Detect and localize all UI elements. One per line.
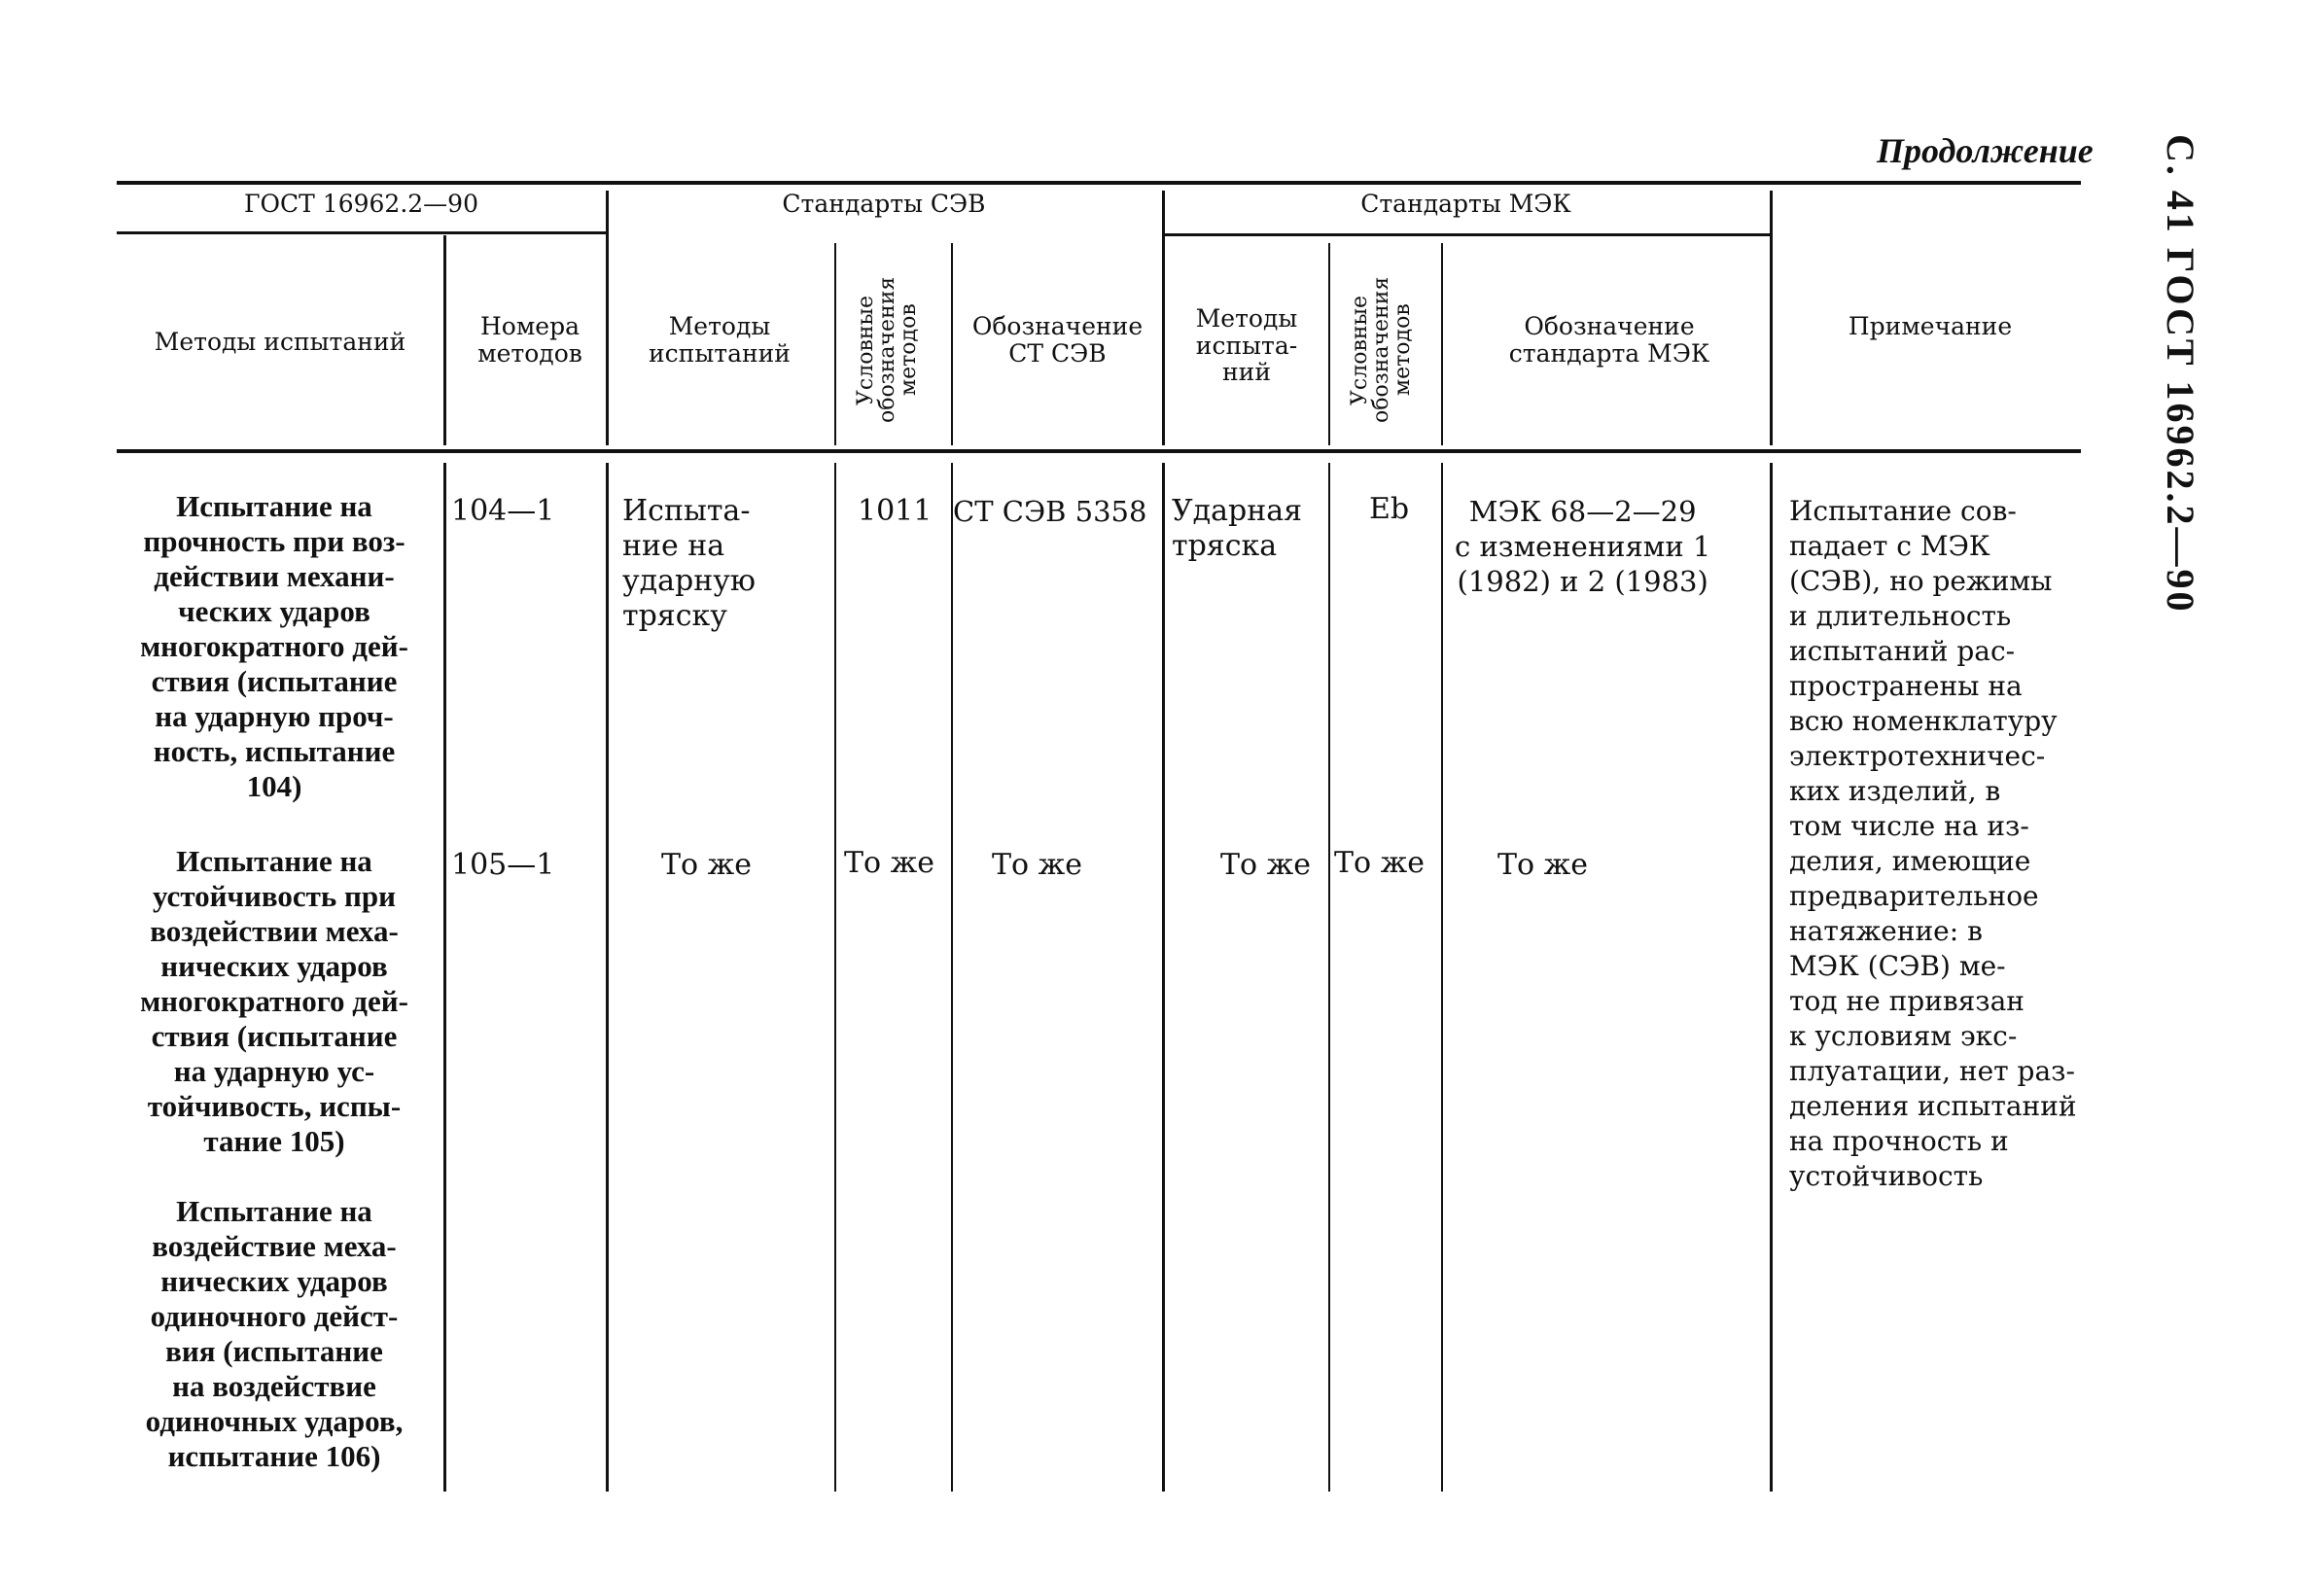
table-row-1-iec-method: Ударная тряска: [1172, 494, 1303, 563]
body-divider-1: [443, 463, 446, 1492]
table-top-rule: [117, 181, 2081, 185]
table-row-1-sev-designation: СТ СЭВ 5358: [953, 495, 1147, 528]
body-divider-6: [1328, 463, 1330, 1492]
table-row-2-iec-code: То же: [1334, 846, 1425, 880]
col-header-iec-methods: Методы испыта-ний: [1195, 304, 1298, 386]
col-header-sev-designation: Обозначение СТ СЭВ: [971, 312, 1144, 368]
body-divider-5: [1162, 463, 1165, 1492]
table-row-2-sev-method: То же: [661, 848, 752, 882]
group-header-sev: Стандарты СЭВ: [782, 190, 986, 218]
col-divider-6: [1328, 243, 1330, 445]
group-header-iec: Стандарты МЭК: [1360, 190, 1571, 218]
table-row-2-number: 105—1: [451, 848, 555, 882]
col-divider-3: [834, 243, 836, 445]
header-bottom-rule: [117, 449, 2081, 453]
table-row-1-method: Испытание на прочность при воз- действии механи- ческих ударов многократного дей- ствия (испытание на ударную проч- ность, испытание 104): [140, 489, 408, 803]
table-row-1-iec-code: Eb: [1369, 492, 1410, 526]
col-header-iec-designation: Обозначение стандарта МЭК: [1508, 312, 1710, 368]
body-divider-2: [606, 463, 609, 1492]
continuation-label: Продолжение: [1877, 131, 2094, 170]
col-header-sev-codes: Условные обозначения методов: [854, 276, 921, 424]
table-row-1-number: 104—1: [451, 494, 555, 528]
table-row-2-sev-designation: То же: [992, 848, 1082, 882]
body-divider-4: [951, 463, 953, 1492]
col-header-iec-codes: Условные обозначения методов: [1348, 276, 1415, 424]
iec-group-rule: [1165, 233, 1770, 236]
col-divider-5: [1162, 191, 1165, 445]
gost-group-rule: [117, 231, 606, 234]
table-row-3-method: Испытание на воздействие меха- нических ударов одиночного дейст- вия (испытание на воздействие одиночных ударов, испытание 106): [145, 1194, 404, 1473]
table-row-1-sev-method: Испыта- ние на ударную тряску: [622, 494, 756, 633]
col-header-methods: Методы испытаний: [154, 328, 406, 356]
col-divider-7: [1441, 243, 1443, 445]
table-row-1-sev-code: 1011: [858, 494, 933, 528]
group-header-gost: ГОСТ 16962.2—90: [244, 190, 478, 218]
col-header-note: Примечание: [1848, 312, 2013, 340]
table-row-2-iec-designation: То же: [1497, 848, 1588, 882]
body-divider-3: [834, 463, 836, 1492]
body-divider-7: [1441, 463, 1443, 1492]
table-row-2-method: Испытание на устойчивость при воздействии меха- нических ударов многократного дей- ствия (испытание на ударную ус- тойчивость, испы- тание 105): [140, 844, 408, 1158]
col-divider-8: [1770, 191, 1773, 445]
col-divider-1: [443, 235, 446, 445]
col-divider-2: [606, 191, 609, 445]
col-divider-4: [951, 243, 953, 445]
col-header-sev-methods: Методы испытаний: [649, 312, 791, 368]
table-row-1-iec-designation: МЭК 68—2—29 с изменениями 1 (1982) и 2 (1983): [1455, 495, 1711, 598]
side-page-header: С. 41 ГОСТ 16962.2—90: [2159, 134, 2202, 615]
table-row-2-sev-code: То же: [844, 846, 934, 880]
table-note: Испытание сов- падает с МЭК (СЭВ), но режимы и длительность испытаний рас- пространены на всю номенклатуру электротехничес- ких изделий, в том числе на из- делия, имеющие предварительное натяжение: в МЭК (СЭВ) ме- тод не привязан к условиям экс- плуатации, нет раз- деления испытаний на прочность и устойчивость: [1789, 495, 2077, 1192]
table-row-2-iec-method: То же: [1220, 848, 1311, 882]
col-header-numbers: Номера методов: [477, 312, 582, 368]
body-divider-8: [1770, 463, 1773, 1492]
